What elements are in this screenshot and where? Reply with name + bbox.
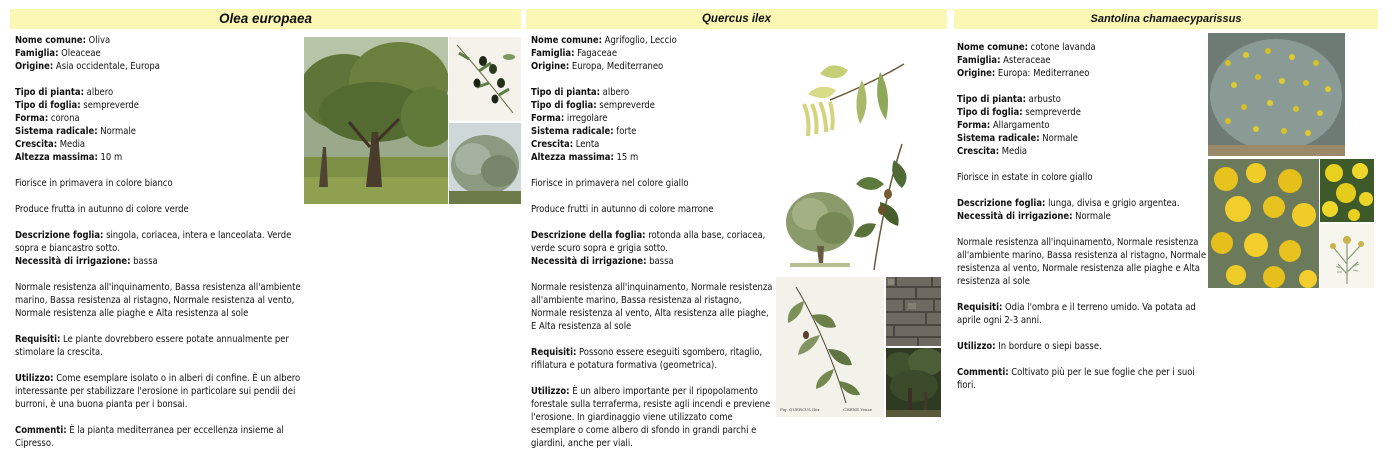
- plant-title: Olea europaea: [10, 9, 521, 29]
- irrigation-need: Necessità di irrigazione: bassa: [531, 256, 674, 267]
- quercus-forest-photo: [886, 348, 941, 417]
- flowering-text: Fiorisce in estate in colore giallo: [957, 172, 1093, 183]
- info-row: Tipo di foglia: sempreverde: [15, 100, 139, 111]
- fruit-text: Produce frutta in autunno di colore verde: [15, 204, 189, 215]
- flowering-text: Fiorisce in primavera nel colore giallo: [531, 178, 689, 189]
- usage-text: Utilizzo: In bordure o siepi basse.: [957, 341, 1102, 352]
- plate-caption: [780, 407, 882, 413]
- plant-title: Santolina chamaecyparissus: [954, 9, 1378, 29]
- santolina-botanical-drawing: [1320, 224, 1374, 288]
- quercus-tree-drawing: [784, 140, 916, 274]
- plant-card-quercus: [522, 0, 952, 465]
- resistance-text: Normale resistenza all'inquinamento, Bassa resistenza all'ambiente marino, Bassa resistenza al ristagno, Normale resistenza al vento, Normale resistenza alle piaghe e Alta resistenza al sole: [15, 282, 301, 319]
- leaf-description: Descrizione foglia: singola, coriacea, intera e lanceolata. Verde sopra e biancastro sotto.: [15, 230, 292, 254]
- info-row: Origine: Europa: Mediterraneo: [957, 68, 1090, 79]
- resistance-text: Normale resistenza all'inquinamento, Normale resistenza all'ambiente marino, Bassa resistenza al ristagno, Normale resistenza al vento, Normale resistenza alle piaghe e Alta resistenza al sole: [957, 237, 1207, 287]
- olive-botanical-drawing: [449, 37, 521, 121]
- info-row: Tipo di pianta: albero: [531, 87, 630, 98]
- santolina-closeup-photo: [1320, 159, 1374, 222]
- info-row: Famiglia: Oleaceae: [15, 48, 101, 59]
- olive-foliage-photo: [449, 123, 521, 204]
- info-row: Forma: corona: [15, 113, 80, 124]
- requirements-text: Requisiti: Possono essere eseguiti sgombero, ritaglio, rifilatura e potatura formativa (geometrica).: [531, 347, 763, 371]
- info-row: Nome comune: Agrifoglio, Leccio: [531, 35, 677, 46]
- requirements-text: Requisiti: Le piante dovrebbero essere potate annualmente per stimolare la crescita.: [15, 334, 289, 358]
- info-row: Forma: irregolare: [531, 113, 608, 124]
- info-row: Nome comune: cotone lavanda: [957, 42, 1096, 53]
- info-row: Crescita: Media: [957, 146, 1028, 157]
- santolina-shrub-photo: [1208, 33, 1345, 156]
- resistance-text: Normale resistenza all'inquinamento, Normale resistenza all'ambiente marino, Bassa resistenza al ristagno, Normale resistenza al vento, Alta resistenza alle piaghe, E Alta resistenza al sole: [531, 282, 773, 332]
- irrigation-need: Necessità di irrigazione: bassa: [15, 256, 158, 267]
- info-row: Sistema radicale: forte: [531, 126, 637, 137]
- plant-card-olea: [0, 0, 522, 465]
- plant-info: [957, 41, 1209, 392]
- comments-text: Commenti: È la pianta mediterranea per eccellenza insieme al Cipresso.: [15, 425, 284, 449]
- leaf-description: Descrizione della foglia: rotonda alla base, coriacea, verde scuro sopra e grigia sotto.: [531, 230, 766, 254]
- quercus-plate-engraving: [776, 277, 884, 417]
- flowering-text: Fiorisce in primavera in colore bianco: [15, 178, 173, 189]
- info-row: Origine: Asia occidentale, Europa: [15, 61, 160, 72]
- info-row: Tipo di pianta: albero: [15, 87, 114, 98]
- info-row: Crescita: Lenta: [531, 139, 600, 150]
- info-row: Tipo di foglia: sempreverde: [531, 100, 655, 111]
- santolina-flowers-photo: [1208, 159, 1319, 288]
- requirements-text: Requisiti: Odia l'ombra e il terreno umido. Va potata ad aprile ogni 2-3 anni.: [957, 302, 1196, 326]
- info-row: Crescita: Media: [15, 139, 86, 150]
- plate-caption-left: Fig. QUERCUS Ilex: [780, 407, 820, 412]
- plant-title: Quercus ilex: [526, 9, 947, 29]
- info-row: Sistema radicale: Normale: [15, 126, 136, 137]
- info-row: Famiglia: Fagaceae: [531, 48, 618, 59]
- info-row: Origine: Europa, Mediterraneo: [531, 61, 664, 72]
- comments-text: Commenti: Coltivato più per le sue foglie che per i suoi fiori.: [957, 367, 1195, 391]
- plate-caption-right: CHENE Yeuse: [843, 407, 872, 412]
- info-row: Altezza massima: 10 m: [15, 152, 123, 163]
- plant-info: [15, 34, 305, 450]
- info-row: Sistema radicale: Normale: [957, 133, 1078, 144]
- plant-card-santolina: [952, 0, 1400, 465]
- leaf-description: Descrizione foglia: lunga, divisa e grigio argentea.: [957, 198, 1180, 209]
- info-row: Tipo di pianta: arbusto: [957, 94, 1061, 105]
- quercus-bark-photo: [886, 277, 941, 346]
- info-row: Forma: Allargamento: [957, 120, 1050, 131]
- olive-tree-photo: [304, 37, 448, 204]
- usage-text: Utilizzo: È un albero importante per il ripopolamento forestale sulla terraferma, resiste agli incendi e previene l'erosione. In giardinaggio viene utilizzato come esemplare o come albero di sfondo in grandi parchi e giardini, anche per viali.: [531, 386, 771, 449]
- fruit-text: Produce frutti in autunno di colore marrone: [531, 204, 714, 215]
- usage-text: Utilizzo: Come esemplare isolato o in alberi di confine. È un albero interessante per stabilizzare l'erosione in particolare sui pendii dei burroni, è una buona pianta per i bonsai.: [15, 373, 301, 410]
- info-row: Nome comune: Oliva: [15, 35, 111, 46]
- info-row: Tipo di foglia: sempreverde: [957, 107, 1081, 118]
- plant-info: [531, 34, 775, 450]
- info-row: Altezza massima: 15 m: [531, 152, 639, 163]
- info-row: Famiglia: Asteraceae: [957, 55, 1051, 66]
- quercus-catkin-drawing: [800, 44, 908, 140]
- irrigation-need: Necessità di irrigazione: Normale: [957, 211, 1111, 222]
